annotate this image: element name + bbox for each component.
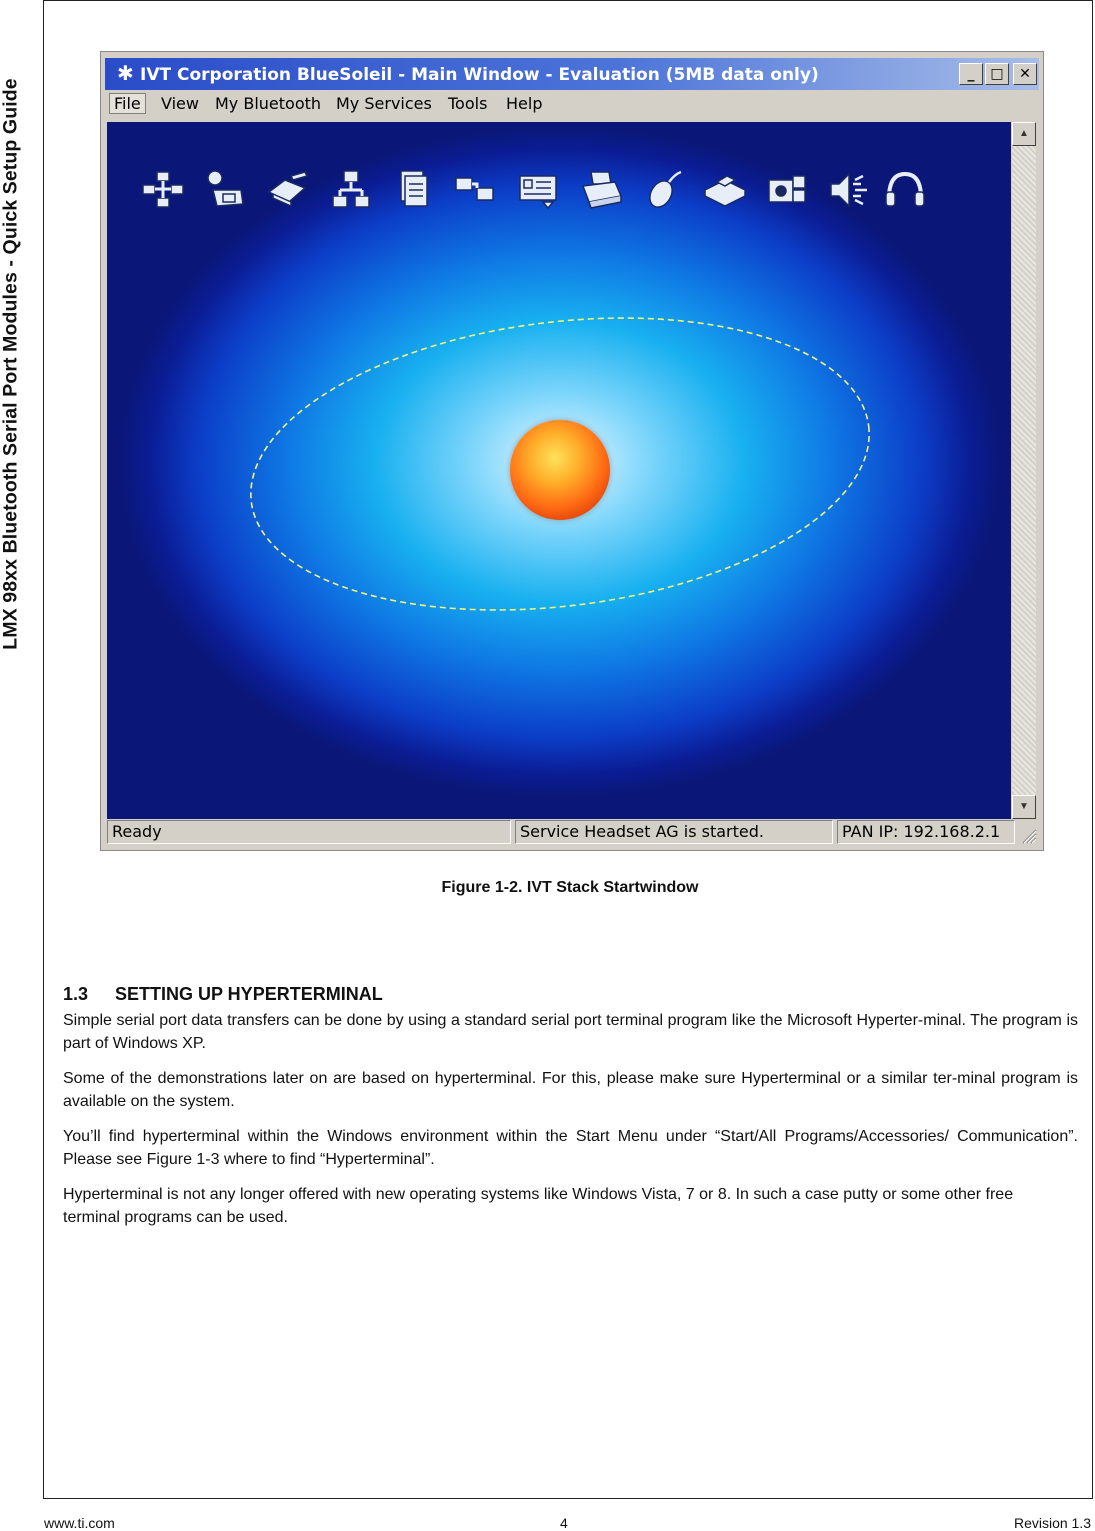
menu-my-bluetooth[interactable]: My Bluetooth bbox=[215, 94, 322, 113]
footer-website: www.ti.com bbox=[44, 1515, 115, 1531]
section-heading bbox=[63, 984, 383, 1005]
menu-file[interactable]: File bbox=[109, 93, 146, 114]
vertical-scrollbar[interactable] bbox=[1012, 122, 1036, 819]
menu-help[interactable]: Help bbox=[506, 94, 543, 113]
bluetooth-device-area[interactable] bbox=[107, 122, 1011, 819]
paragraph-1: Simple serial port data transfers can be done by using a standard serial port terminal program like the Microsoft Hyperter-minal. The program is part of Windows XP. bbox=[63, 1012, 1078, 1052]
sync-icon[interactable] bbox=[453, 168, 497, 212]
scroll-up-button[interactable]: ▲ bbox=[1012, 122, 1036, 146]
mouse-icon[interactable] bbox=[641, 168, 685, 212]
paragraph-2: Some of the demonstrations later on are based on hyperterminal. For this, please make sure Hyperterminal or a similar ter-minal program is available on the system. bbox=[63, 1070, 1078, 1110]
figure-caption: Figure 1-2. IVT Stack Startwindow bbox=[441, 879, 699, 896]
menu-view[interactable]: View bbox=[161, 94, 199, 113]
lan-icon[interactable] bbox=[329, 168, 373, 212]
status-pan-ip: PAN IP: 192.168.2.1 bbox=[837, 820, 1015, 844]
file-transfer-icon[interactable] bbox=[391, 168, 435, 212]
footer-revision: Revision 1.3 bbox=[1013, 1515, 1091, 1531]
headset-icon[interactable] bbox=[883, 168, 927, 212]
window-title: IVT Corporation BlueSoleil - Main Window - Evaluation (5MB data only) bbox=[140, 65, 819, 85]
bluesoleil-window bbox=[100, 51, 1044, 851]
fax-pen-icon[interactable] bbox=[265, 168, 309, 212]
section-title: SETTING UP HYPERTERMINAL bbox=[115, 984, 383, 1004]
menu-my-services[interactable]: My Services bbox=[336, 94, 432, 113]
paragraph-3: You’ll find hyperterminal within the Windows environment within the Start Menu under “Start/All Programs/Accessories/ Communication”. Please see Figure 1-3 where to find “Hyperterminal”. bbox=[63, 1128, 1078, 1168]
status-ready: Ready bbox=[107, 820, 511, 844]
scroll-down-button[interactable]: ▼ bbox=[1012, 795, 1036, 819]
document-title: LMX 98xx Bluetooth Serial Port Modules - Quick Setup Guide bbox=[0, 78, 22, 650]
local-device-sun-icon[interactable] bbox=[510, 420, 610, 520]
fax-icon[interactable] bbox=[703, 168, 747, 212]
menu-tools[interactable]: Tools bbox=[448, 94, 488, 113]
footer-page-number: 4 bbox=[560, 1515, 568, 1531]
title-bar bbox=[105, 58, 1039, 90]
menu-bar bbox=[105, 92, 1039, 118]
paragraph-4: Hyperterminal is not any longer offered with new operating systems like Windows Vista, 7 or 8. In such a case putty or some other free terminal programs can be used. bbox=[63, 1186, 1014, 1226]
resize-grip-icon[interactable] bbox=[1017, 824, 1037, 844]
dialup-phone-icon[interactable] bbox=[203, 168, 247, 212]
speaker-icon[interactable] bbox=[827, 168, 871, 212]
section-number: 1.3 bbox=[63, 984, 89, 1004]
camera-icon[interactable] bbox=[765, 168, 809, 212]
maximize-button[interactable]: □ bbox=[985, 63, 1009, 85]
status-bar bbox=[105, 820, 1039, 846]
bluetooth-icon: ✱ bbox=[117, 63, 134, 85]
network-icon[interactable] bbox=[141, 168, 185, 212]
side-title bbox=[0, 0, 22, 1490]
printer-icon[interactable] bbox=[579, 168, 623, 212]
business-card-icon[interactable] bbox=[517, 168, 561, 212]
close-button[interactable]: ✕ bbox=[1013, 63, 1037, 85]
minimize-button[interactable]: _ bbox=[959, 63, 983, 85]
status-service: Service Headset AG is started. bbox=[515, 820, 833, 844]
